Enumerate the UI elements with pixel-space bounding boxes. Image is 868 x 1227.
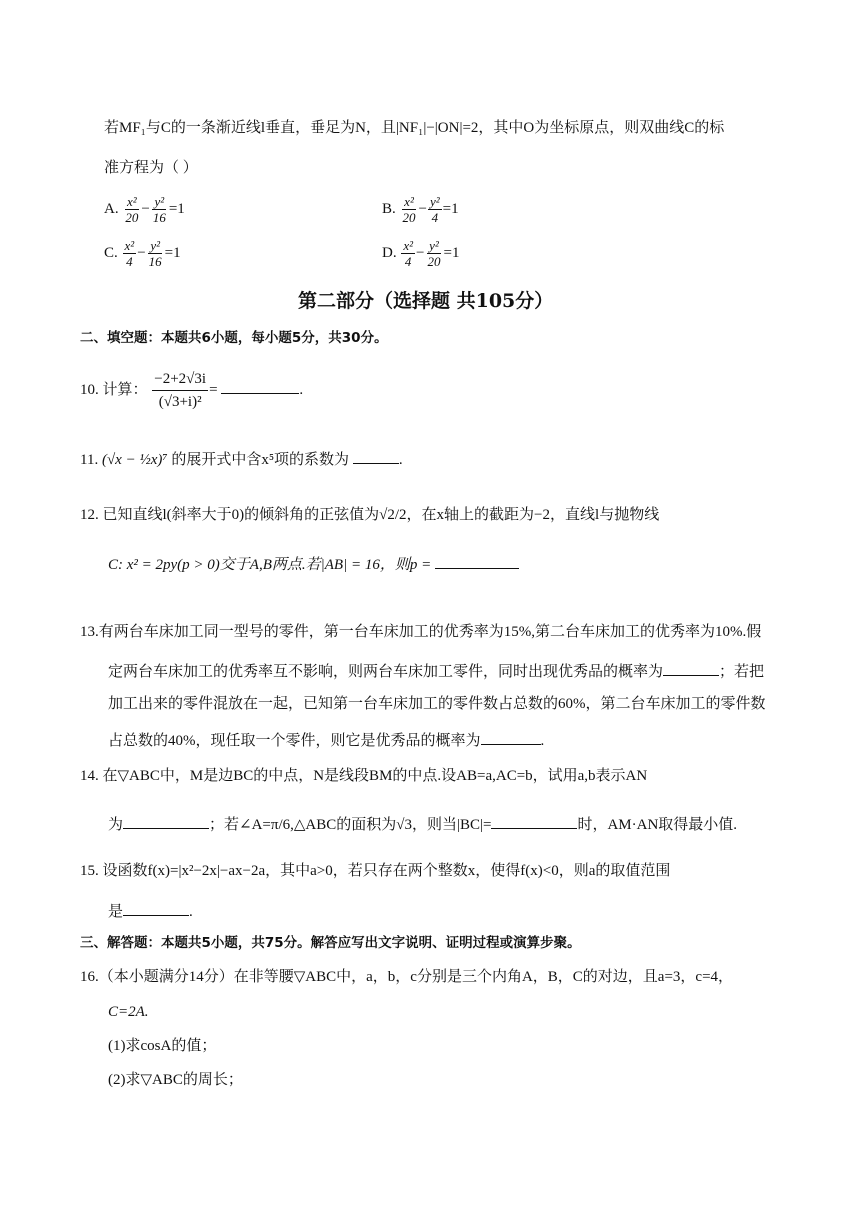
q11: 11. (√x − ½x)⁷ 的展开式中含x⁵项的系数为 . (80, 440, 403, 480)
q14-answer-blank-1[interactable] (123, 812, 209, 829)
q12-line1: 12. 已知直线l(斜率大于0)的倾斜角的正弦值为√2/2，在x轴上的截距为−2，直线l与抛物线 (80, 507, 660, 523)
section2-title: 二、填空题：本题共6小题，每小题5分，共30分。 (80, 330, 388, 346)
q9-line1: 若MF₁与C的一条渐近线l垂直，垂足为N，且|NF₁|−|ON|=2，其中O为坐标原点，则双曲线C的标 (104, 120, 725, 136)
q13-line1: 13.有两台车床加工同一型号的零件，第一台车床加工的优秀率为15%,第二台车床加工的优秀率为10%.假 (80, 624, 762, 640)
q13-line2: 定两台车床加工的优秀率互不影响，则两台车床加工零件，同时出现优秀品的概率为 ；若把 (108, 659, 764, 682)
q16-line2: C=2A. (108, 1004, 149, 1020)
q11-answer-blank[interactable] (353, 447, 399, 464)
q15-line1: 15. 设函数f(x)=|x²−2x|−ax−2a，其中a>0，若只存在两个整数x，使得f(x)<0，则a的取值范围 (80, 863, 671, 879)
q14-answer-blank-2[interactable] (491, 812, 577, 829)
q11-expression: (√x − ½x)⁷ (101, 452, 168, 468)
q14-line2: 为 ；若∠A=π/6,△ABC的面积为√3，则当|BC|= 时，AM·AN取得最小值. (108, 812, 737, 835)
q10: 10. 计算： $\frac{-2+2√3i}{\text{(√3+i)²}}$ = . (80, 362, 303, 418)
q13-line3: 加工出来的零件混放在一起，已知第一台车床加工的零件数占总数的60%，第二台车床加工的零件数 (108, 696, 766, 712)
q14-line1: 14. 在▽ABC中，M是边BC的中点，N是线段BM的中点.设AB=a,AC=b，试用a,b表示AN (80, 768, 648, 784)
section3-title: 三、解答题：本题共5小题，共75分。解答应写出文字说明、证明过程或演算步聚。 (80, 935, 581, 951)
q9-option-b[interactable]: B. $\frac{\text{x²}}{20}$ − $\frac{\text{y²}}{4}$ =1 (382, 194, 459, 226)
part2-title: 第二部分（选择题 共105分） (298, 290, 554, 312)
q15-answer-blank[interactable] (123, 899, 189, 916)
q13-line4: 占总数的40%，现任取一个零件，则它是优秀品的概率为 . (108, 728, 544, 751)
q10-fraction: $\frac{-2+2√3i}{\text{(√3+i)²}}$ (152, 368, 208, 413)
q9-option-c[interactable]: C. $\frac{\text{x²}}{4}$ − $\frac{\text{y²}}{16}$ =1 (104, 238, 181, 270)
q12-line2: C: x² = 2py(p > 0)交于A,B两点.若|AB| = 16，则p = (108, 552, 519, 575)
q10-answer-blank[interactable] (221, 377, 299, 394)
q15-line2: 是 . (108, 899, 193, 922)
q9-option-d[interactable]: D. $\frac{\text{x²}}{4}$ − $\frac{\text{y²}}{20}$ =1 (382, 238, 460, 270)
q9-option-a[interactable]: A. $\frac{\text{x²}}{20}$ − $\frac{\text{y²}}{16}$ =1 (104, 194, 185, 226)
q12-answer-blank[interactable] (435, 552, 519, 569)
q13-answer-blank-2[interactable] (481, 728, 541, 745)
q16-sub2: (2)求▽ABC的周长； (108, 1072, 243, 1088)
q13-answer-blank-1[interactable] (663, 659, 719, 676)
q16-line1: 16.（本小题满分14分）在非等腰▽ABC中，a，b，c分别是三个内角A，B，C的对边，且a=3，c=4， (80, 969, 734, 985)
q16-sub1: (1)求cosA的值； (108, 1038, 217, 1054)
q9-line2: 准方程为（ ） (104, 160, 198, 176)
